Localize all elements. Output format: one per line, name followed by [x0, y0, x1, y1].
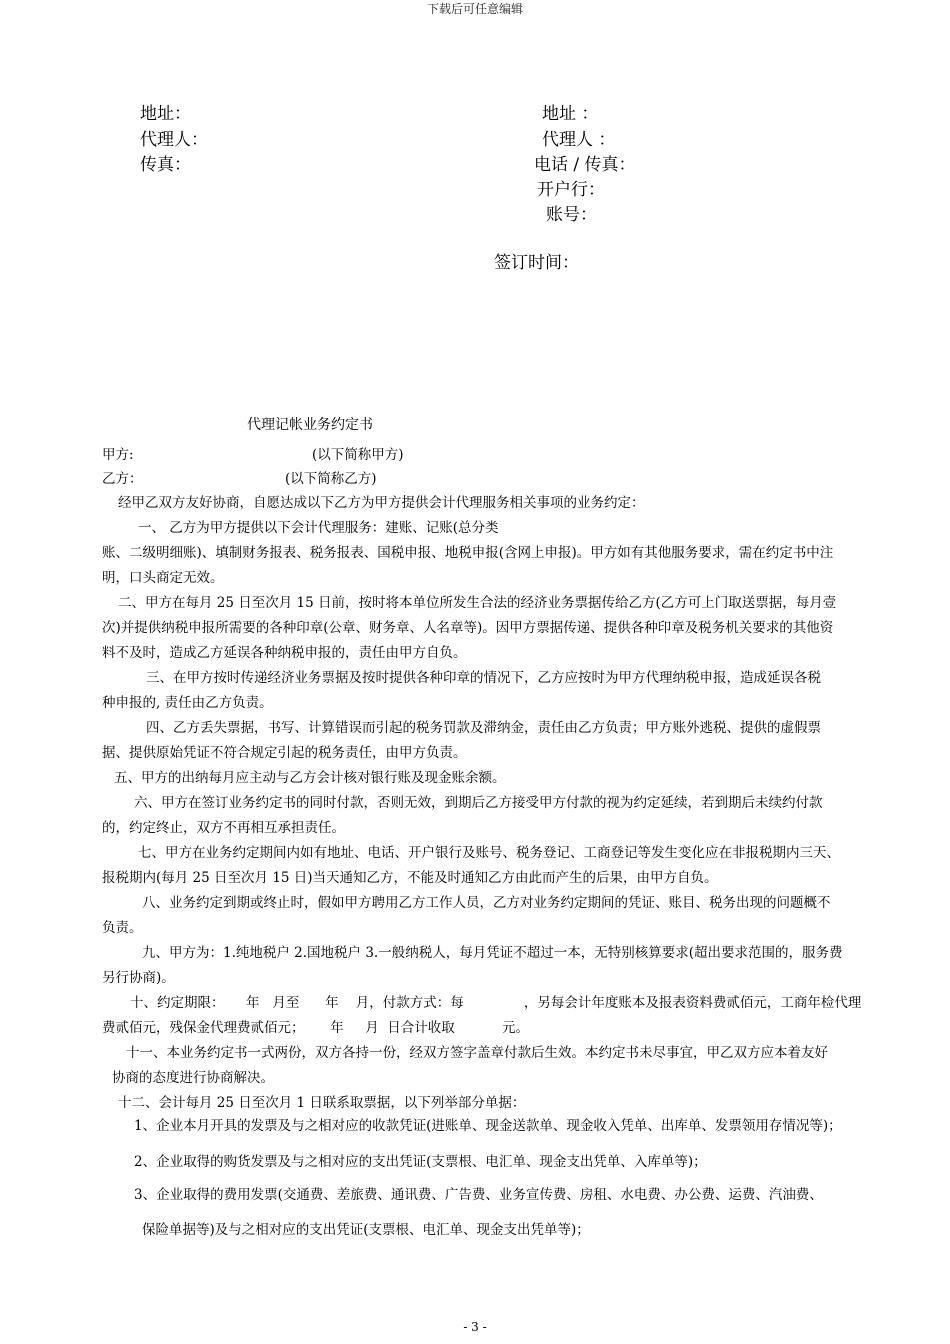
party-b-agent-label: 代理人 ： [542, 130, 616, 150]
clause-9-line-2: 另行协商)。 [102, 970, 175, 986]
clause-6-line-1: 六、甲方在签订业务约定书的同时付款，否则无效，到期后乙方接受甲方付款的视为约定延续，若到期后未续约付款 [134, 795, 823, 811]
clause-5-line-1: 五、甲方的出纳每月应主动与乙方会计核对银行账及现金账余额。 [114, 770, 506, 786]
clause-7-line-1: 七、甲方在业务约定期间内如有地址、电话、开户银行及账号、税务登记、工商登记等发生变化应在非报税期内三天、 [138, 845, 840, 861]
party-b-bank-label: 开户行： [537, 180, 605, 200]
party-a-agent-label: 代理人： [140, 130, 208, 150]
party-b-phone-fax-label: 电话 / 传真： [534, 155, 636, 175]
clause-11-line-1: 十一、本业务约定书一式两份，双方各持一份，经双方签字盖章付款后生效。本约定书未尽事宜，甲乙双方应本着友好 [126, 1045, 828, 1061]
clause-3-line-1: 三、在甲方按时传递经济业务票据及按时提供各种印章的情况下，乙方应按时为甲方代理纳税申报，造成延误各税 [146, 670, 821, 686]
clause-2-line-1: 二、甲方在每月 25 日至次月 15 日前，按时将本单位所发生合法的经济业务票据传给乙方(乙方可上门取送票据，每月壹 [118, 595, 837, 611]
clause-4-line-2: 据、提供原始凭证不符合规定引起的税务责任，由甲方负责。 [102, 745, 467, 761]
clause-9-line-1: 九、甲方为：1.纯地税户 2.国地税户 3.一般纳税人，每月凭证不超过一本，无特别核算要求(超出要求范围的，服务费 [142, 945, 843, 961]
page-number: - 3 - [463, 1320, 487, 1334]
clause-7-line-2: 报税期内(每月 25 日至次月 15 日)当天通知乙方，不能及时通知乙方由此而产生的后果，由甲方自负。 [102, 870, 718, 886]
clause-10-line-1: 十、约定期限： 年 月至 年 月，付款方式：每 ，另每会计年度账本及报表资料费贰佰元，工商年检代理 [130, 995, 862, 1011]
party-b-address-label: 地址 ： [542, 104, 599, 124]
clause-8-line-1: 八、业务约定到期或终止时，假如甲方聘用乙方工作人员，乙方对业务约定期间的凭证、账目、税务出现的问题概不 [142, 895, 831, 911]
intro-paragraph: 经甲乙双方友好协商，自愿达成以下乙方为甲方提供会计代理服务相关事项的业务约定： [118, 495, 645, 511]
party-a-abbr: (以下简称甲方) [312, 447, 404, 463]
party-b-abbr: (以下简称乙方) [285, 471, 377, 487]
clause-2-line-2: 次)并提供纳税申报所需要的各种印章(公章、财务章、人名章等)。因甲方票据传递、提供各种印章及税务机关要求的其他资 [102, 620, 834, 636]
clause-11-line-2: 协商的态度进行协商解决。 [112, 1070, 274, 1086]
clause-12-line-1: 十二、会计每月 25 日至次月 1 日联系取票据，以下列举部分单据： [118, 1095, 526, 1111]
clause-1-line-2: 账、二级明细账)、填制财务报表、税务报表、国税申报、地税申报(含网上申报)。甲方如有其他服务要求，需在约定书中注 [102, 545, 834, 561]
clause-1-line-3: 明，口头商定无效。 [102, 570, 224, 586]
clause-12-item-1: 1、企业本月开具的发票及与之相对应的收款凭证(进账单、现金送款单、现金收入凭单、出库单、发票领用存情况等)； [134, 1118, 842, 1134]
clause-12-item-3-continued: 保险单据等)及与之相对应的支出凭证(支票根、电汇单、现金支出凭单等)； [142, 1222, 590, 1238]
clause-6-line-2: 的，约定终止，双方不再相互承担责任。 [102, 820, 345, 836]
clause-2-line-3: 料不及时，造成乙方延误各种纳税申报的，责任由甲方自负。 [102, 645, 467, 661]
document-title: 代理记帐业务约定书 [247, 417, 373, 433]
party-a-fax-label: 传真： [140, 155, 191, 175]
clause-10-line-2: 费贰佰元，残保金代理费贰佰元； 年 月 日合计收取 元。 [102, 1020, 529, 1036]
clause-3-line-2: 种申报的, 责任由乙方负责。 [102, 695, 273, 711]
party-a-address-label: 地址： [140, 104, 191, 124]
party-b-account-label: 账号： [546, 205, 597, 225]
clause-8-line-2: 负责。 [102, 920, 143, 936]
page-header-note: 下载后可任意编辑 [426, 2, 523, 16]
sign-time-label: 签订时间： [494, 253, 579, 273]
party-b-label: 乙方： [102, 471, 143, 487]
clause-12-item-2: 2、企业取得的购货发票及与之相对应的支出凭证(支票根、电汇单、现金支出凭单、入库单等)； [134, 1154, 707, 1170]
clause-12-item-3: 3、企业取得的费用发票(交通费、差旅费、通讯费、广告费、业务宣传费、房租、水电费、办公费、运费、汽油费、 [134, 1187, 823, 1203]
party-a-label: 甲方: [102, 447, 134, 463]
clause-1-line-1: 一、 乙方为甲方提供以下会计代理服务：建账、记账(总分类 [138, 520, 499, 536]
clause-4-line-1: 四、乙方丢失票据，书写、计算错误而引起的税务罚款及滞纳金，责任由乙方负责；甲方账外逃税、提供的虚假票 [146, 720, 821, 736]
